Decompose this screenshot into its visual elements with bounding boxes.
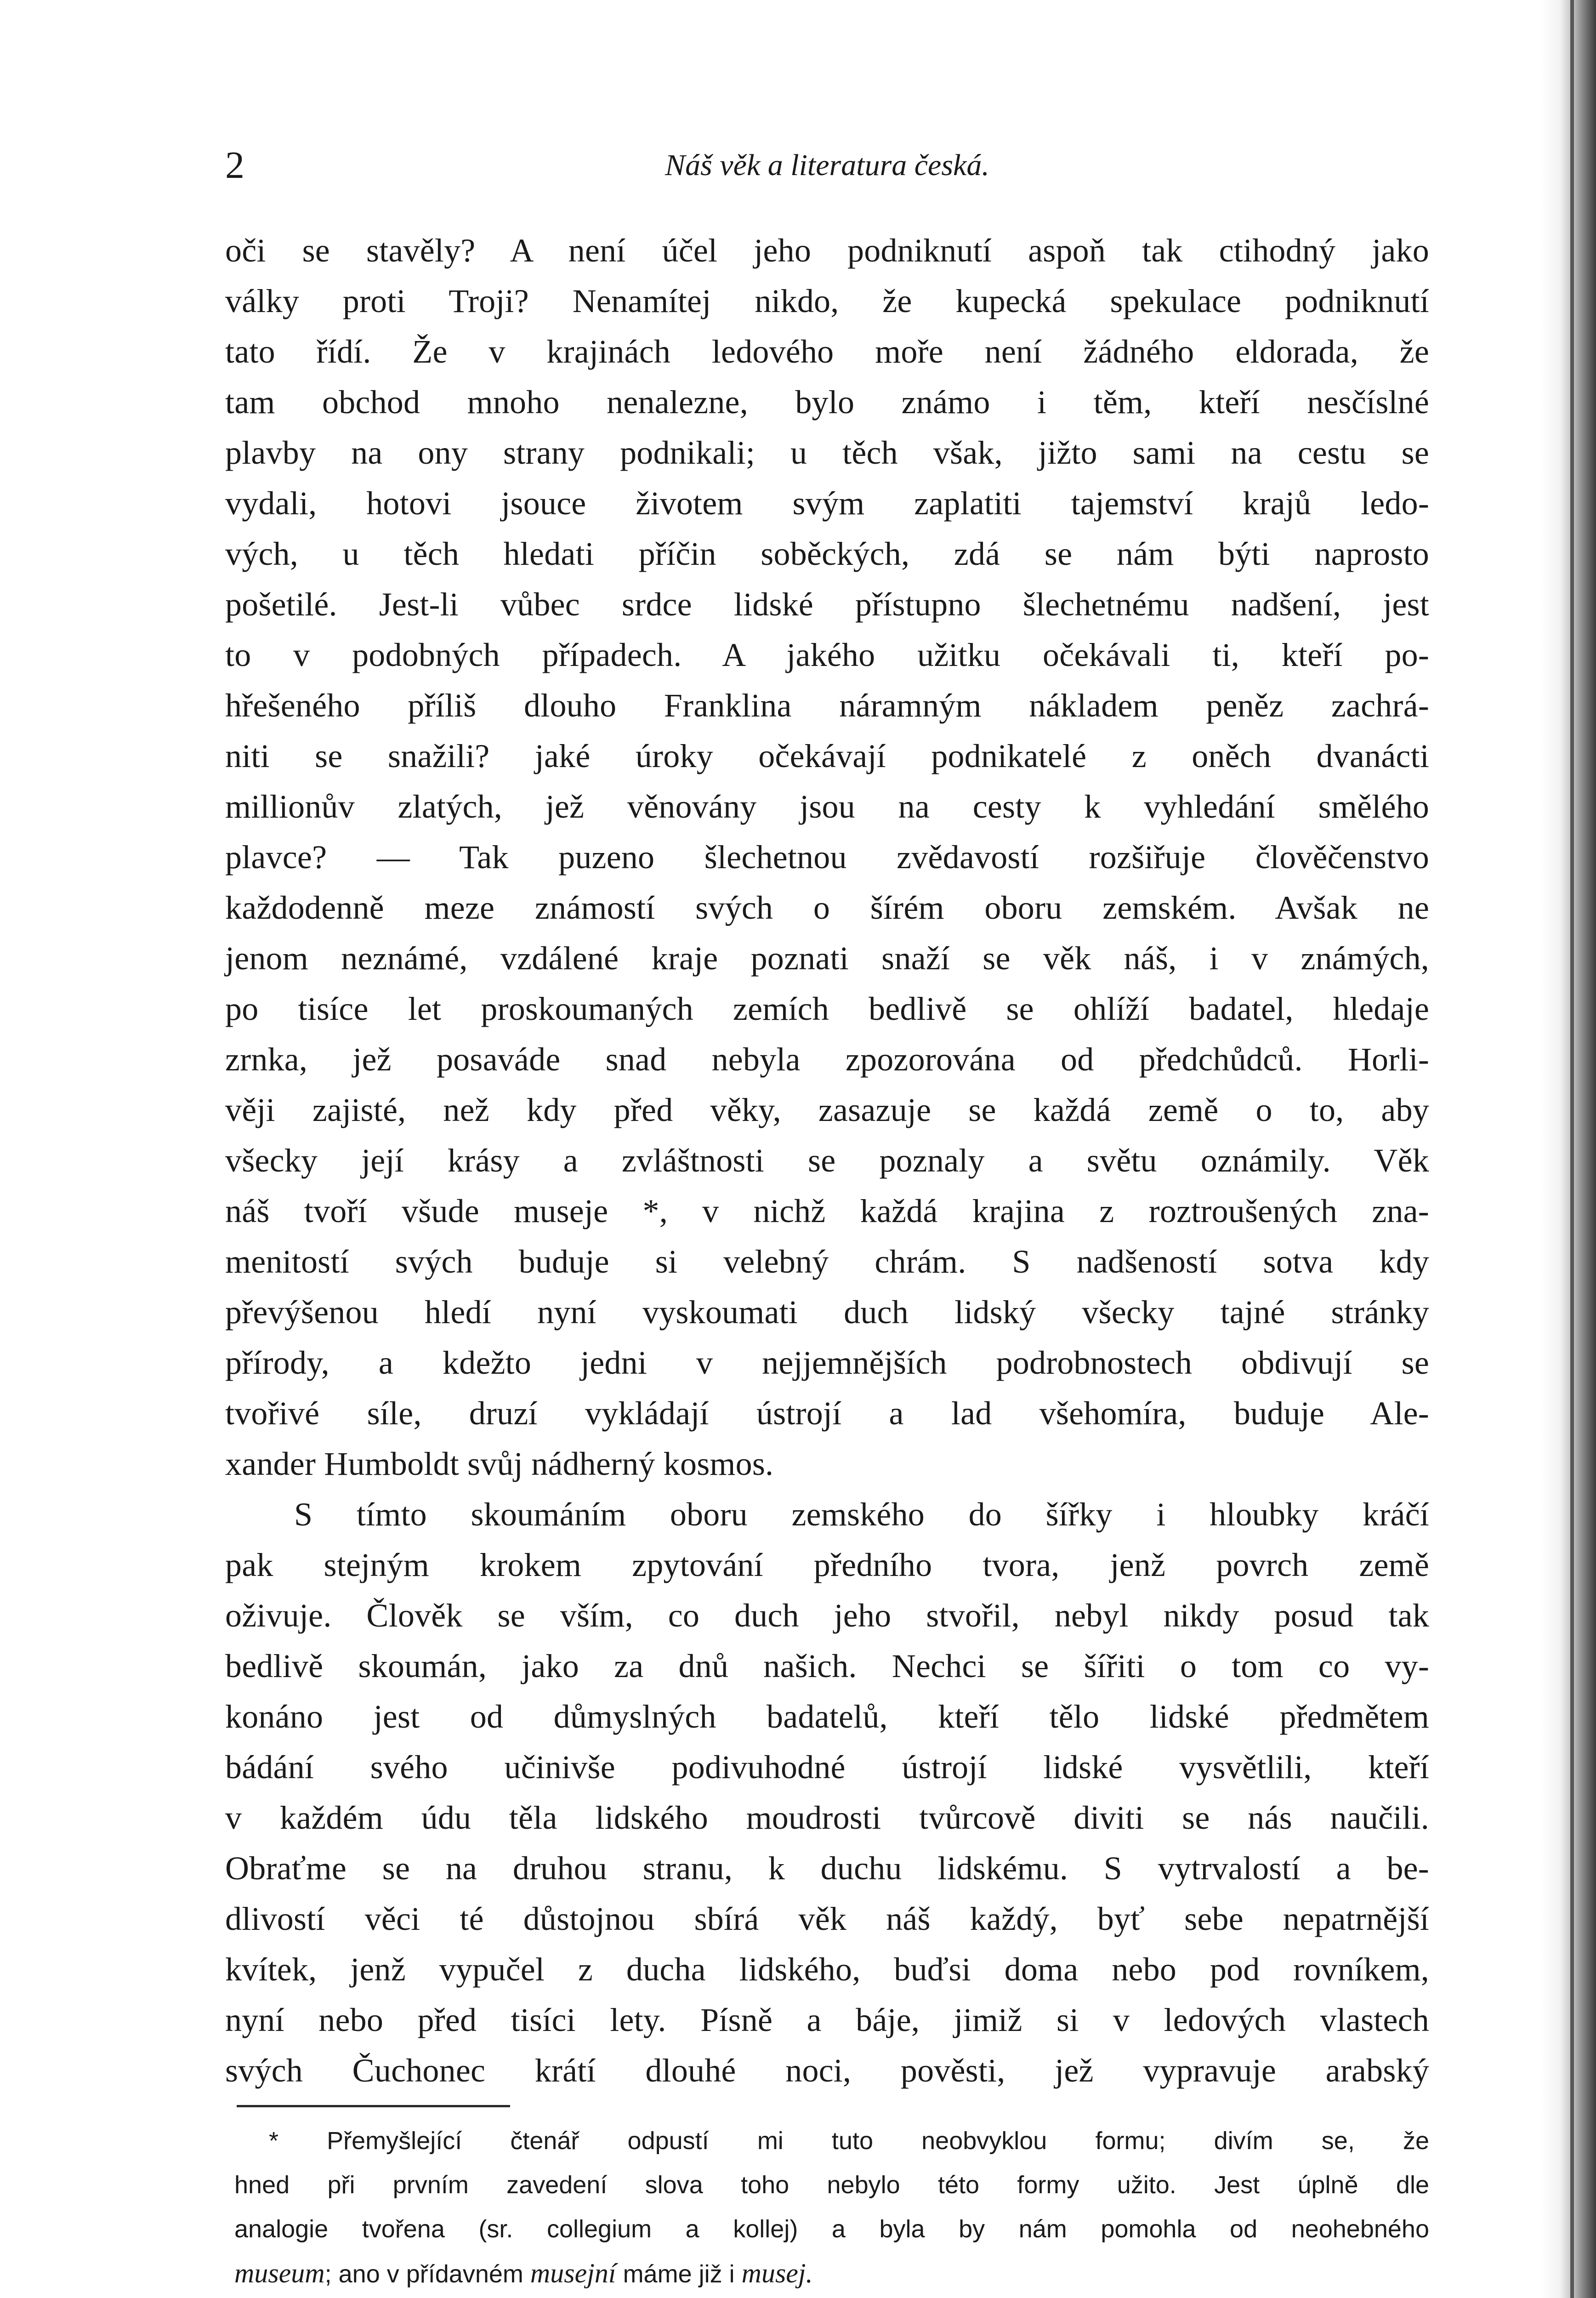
- text-line: plavce? — Tak puzeno šlechetnou zvědavostí rozšiřuje člověčenstvo: [225, 839, 1429, 876]
- text-line: menitostí svých buduje si velebný chrám. S nadšeností sotva kdy: [225, 1243, 1429, 1280]
- text-line: svých Čuchonec krátí dlouhé noci, pověsti, jež vypravuje arabský: [225, 2052, 1429, 2089]
- text-line: kvítek, jenž vypučel z ducha lidského, buďsi doma nebo pod rovníkem,: [225, 1951, 1429, 1988]
- text-line: konáno jest od důmyslných badatelů, kteří tělo lidské předmětem: [225, 1698, 1429, 1735]
- text-line: hřešeného příliš dlouho Franklina náramným nákladem peněz zachrá-: [225, 687, 1429, 724]
- footnote-term-musej: musej.: [741, 2258, 813, 2288]
- footnote-text: ; ano v přídavném: [324, 2260, 523, 2288]
- text-line: niti se snažili? jaké úroky očekávají podnikatelé z oněch dvanácti: [225, 738, 1429, 774]
- text-line: každodenně meze známostí svých o šírém oboru zemském. Avšak ne: [225, 889, 1429, 926]
- text-line: vydali, hotovi jsouce životem svým zaplatiti tajemství krajů ledo-: [225, 485, 1429, 522]
- text-line: náš tvoří všude museje *, v nichž každá krajina z roztroušených zna-: [225, 1193, 1429, 1229]
- text-line: zrnka, jež posaváde snad nebyla zpozorována od předchůdců. Horli-: [225, 1041, 1429, 1078]
- text-line: nyní nebo před tisíci lety. Písně a báje, jimiž si v ledových vlastech: [225, 2002, 1429, 2038]
- text-line: pošetilé. Jest-li vůbec srdce lidské přístupno šlechetnému nadšení, jest: [225, 586, 1429, 623]
- running-head: [225, 140, 1429, 191]
- text-line: vých, u těch hledati příčin soběckých, zdá se nám býti naprosto: [225, 535, 1429, 572]
- text-line: války proti Troji? Nenamítej nikdo, že kupecká spekulace podniknutí: [225, 283, 1429, 319]
- text-line: bedlivě skoumán, jako za dnů našich. Nechci se šířiti o tom co vy-: [225, 1648, 1429, 1684]
- text-line: všecky její krásy a zvláštnosti se poznaly a světu oznámily. Věk: [225, 1142, 1429, 1179]
- footnote: [234, 2119, 1429, 2295]
- page-edge-shadow: [1541, 0, 1596, 2298]
- text-line: po tisíce let proskoumaných zemích bedlivě se ohlíží badatel, hledaje: [225, 990, 1429, 1027]
- text-line: bádání svého učinivše podivuhodné ústrojí lidské vysvětlili, kteří: [225, 1749, 1429, 1786]
- text-line: oči se stavěly? A není účel jeho podniknutí aspoň tak ctihodný jako: [225, 232, 1429, 269]
- page-number: 2: [225, 144, 244, 187]
- text-line: dlivostí věci té důstojnou sbírá věk náš každý, byť sebe nepatrnější: [225, 1900, 1429, 1937]
- text-line: tam obchod mnoho nenalezne, bylo známo i těm, kteří nesčíslné: [225, 384, 1429, 421]
- page-edge-line: [1570, 0, 1574, 2298]
- text-line: millionův zlatých, jež věnovány jsou na cesty k vyhledání smělého: [225, 788, 1429, 825]
- text-line: v každém údu těla lidského moudrosti tvůrcově diviti se nás naučili.: [225, 1799, 1429, 1836]
- footnote-line-last: [234, 2251, 1429, 2295]
- footnote-term-museum: museum: [234, 2258, 325, 2288]
- text-line: plavby na ony strany podnikali; u těch však, jižto sami na cestu se: [225, 434, 1429, 471]
- footnote-text: máme již i: [623, 2260, 735, 2288]
- text-line: tvořivé síle, druzí vykládají ústrojí a lad všehomíra, buduje Ale-: [225, 1395, 1429, 1432]
- text-line: převýšenou hledí nyní vyskoumati duch lidský všecky tajné stránky: [225, 1294, 1429, 1331]
- text-line: oživuje. Člověk se vším, co duch jeho stvořil, nebyl nikdy posud tak: [225, 1597, 1429, 1634]
- footnote-line: hned při prvním zavedení slova toho nebylo této formy užito. Jest úplně dle: [234, 2171, 1429, 2199]
- footnote-line: analogie tvořena (sr. collegium a kollej) a byla by nám pomohla od neohebného: [234, 2215, 1429, 2243]
- text-line: to v podobných případech. A jakého užitku očekávali ti, kteří po-: [225, 637, 1429, 673]
- body-text: [225, 225, 1429, 2096]
- footnote-term-musejni: musejní: [530, 2258, 616, 2288]
- text-line: xander Humboldt svůj nádherný kosmos.: [225, 1445, 774, 1482]
- text-line: tato řídí. Že v krajinách ledového moře není žádného eldorada, že: [225, 333, 1429, 370]
- footnote-line: * Přemyšlející čtenář odpustí mi tuto neobvyklou formu; divím se, že: [269, 2127, 1429, 2155]
- text-line: Obraťme se na druhou stranu, k duchu lidskému. S vytrvalostí a be-: [225, 1850, 1429, 1887]
- text-line: přírody, a kdežto jedni v nejjemnějších podrobnostech obdivují se: [225, 1344, 1429, 1381]
- running-title: Náš věk a literatura česká.: [665, 148, 989, 182]
- text-line: jenom neznámé, vzdálené kraje poznati snaží se věk náš, i v známých,: [225, 940, 1429, 977]
- text-line: věji zajisté, než kdy před věky, zasazuje se každá země o to, aby: [225, 1092, 1429, 1128]
- text-line: S tímto skoumáním oboru zemského do šířky i hloubky kráčí: [294, 1496, 1429, 1533]
- footnote-rule: [237, 2105, 510, 2107]
- text-line: pak stejným krokem zpytování předního tvora, jenž povrch země: [225, 1547, 1429, 1583]
